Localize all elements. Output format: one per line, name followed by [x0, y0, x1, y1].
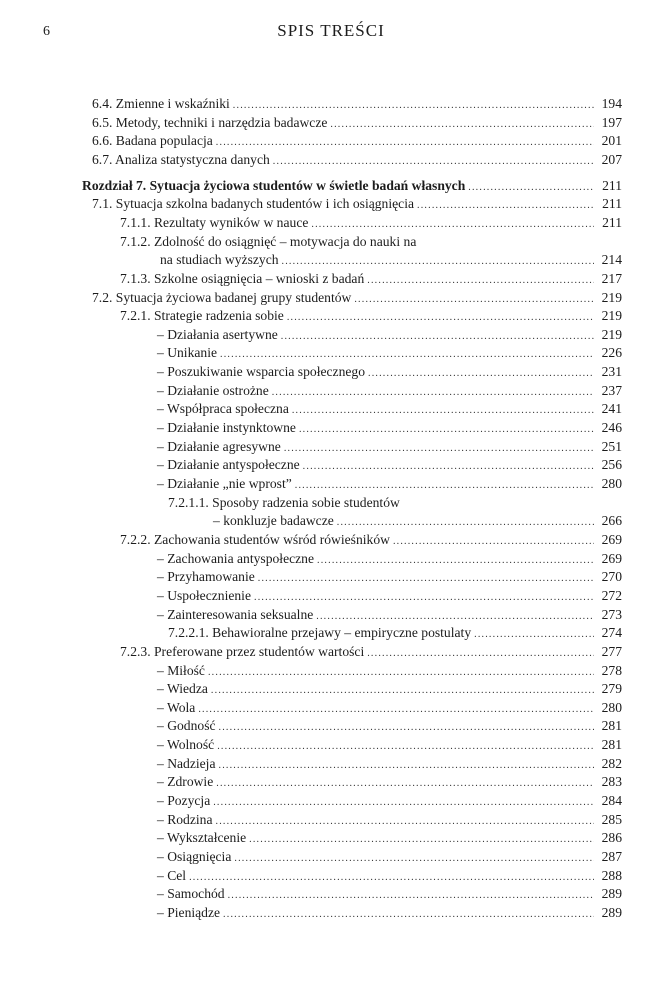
dot-leader — [311, 216, 594, 234]
dot-leader — [295, 477, 594, 495]
toc-entry[interactable] — [92, 289, 622, 307]
toc-entry-page-number: 214 — [601, 252, 622, 268]
toc-entry-page-number: 211 — [602, 196, 622, 212]
toc-entry-page-number: 288 — [601, 867, 622, 883]
toc-entry-title: – Poszukiwanie wsparcia społecznego — [157, 364, 365, 380]
toc-entry-page-number: 266 — [601, 513, 622, 529]
toc-entry[interactable] — [157, 680, 622, 698]
dot-leader — [468, 179, 594, 197]
toc-entry[interactable] — [157, 867, 622, 885]
toc-entry-page-number: 211 — [602, 177, 622, 193]
toc-entry[interactable] — [213, 512, 622, 530]
toc-entry-page-number: 289 — [601, 886, 622, 902]
toc-entry-page-number: 231 — [601, 364, 622, 380]
toc-entry[interactable] — [157, 475, 622, 493]
toc-entry-title: – Działanie „nie wprost” — [157, 476, 292, 491]
dot-leader — [367, 645, 594, 663]
toc-entry[interactable] — [157, 550, 622, 568]
toc-entry-page-number: 280 — [601, 476, 622, 491]
toc-entry-page-number: 246 — [601, 420, 622, 436]
dot-leader — [189, 869, 594, 887]
toc-entry[interactable] — [157, 363, 622, 381]
toc-entry[interactable] — [157, 438, 622, 456]
dot-leader — [299, 421, 594, 439]
toc-entry-page-number: 226 — [601, 345, 622, 361]
toc-entry[interactable] — [92, 151, 622, 169]
toc-entry-title: 7.2.1. Strategie radzenia sobie — [120, 308, 284, 324]
toc-entry[interactable] — [157, 400, 622, 418]
toc-entry-page-number: 219 — [601, 308, 622, 324]
toc-entry-title: – Działanie instynktowne — [157, 420, 296, 436]
dot-leader — [292, 402, 594, 420]
toc-entry-page-number: 217 — [601, 270, 622, 286]
toc-entry-page-number: 201 — [601, 133, 622, 149]
toc-entry-title: – Zdrowie — [157, 774, 214, 790]
toc-entry-page-number: 274 — [601, 625, 622, 641]
toc-entry-title: – Działanie ostrożne — [157, 382, 269, 398]
toc-entry[interactable] — [160, 251, 622, 269]
toc-entry-title: 6.7. Analiza statystyczna danych — [92, 151, 270, 167]
toc-entry-title: 7.1.1. Rezultaty wyników w nauce — [120, 214, 309, 230]
toc-entry-page-number: 279 — [601, 681, 622, 697]
toc-entry-title: 7.2.3. Preferowane przez studentów wartości — [120, 643, 365, 659]
toc-entry[interactable] — [120, 270, 622, 288]
toc-entry-title: – Wola — [157, 699, 196, 715]
toc-entry-page-number: 280 — [601, 699, 622, 715]
dot-leader — [282, 253, 594, 271]
dot-leader — [217, 738, 594, 756]
dot-leader — [198, 701, 594, 719]
toc-entry-page-number: 270 — [601, 569, 622, 585]
toc-entry-title: – Działanie antyspołeczne — [157, 457, 300, 473]
dot-leader — [393, 533, 594, 551]
toc-entry-title: 6.6. Badana populacja — [92, 133, 213, 149]
toc-entry-title: 6.5. Metody, techniki i narzędzia badawcze — [92, 114, 328, 130]
dot-leader — [303, 458, 594, 476]
toc-entry[interactable] — [120, 214, 622, 232]
dot-leader — [219, 719, 594, 737]
toc-entry-title: – Samochód — [157, 886, 225, 902]
toc-entry-page-number: 283 — [601, 774, 622, 790]
dot-leader — [216, 775, 594, 793]
toc-entry-title: – Działania asertywne — [157, 326, 278, 342]
toc-entry-title: 7.1. Sytuacja szkolna badanych studentów i ich osiągnięcia — [92, 196, 415, 212]
toc-entry[interactable] — [157, 904, 622, 922]
toc-entry-page-number: 269 — [601, 550, 622, 566]
dot-leader — [211, 682, 594, 700]
toc-entry-title: 7.1.3. Szkolne osiągnięcia – wnioski z badań — [120, 270, 365, 286]
toc-entry[interactable] — [157, 829, 622, 847]
toc-entry-title: – Nadzieja — [157, 755, 216, 771]
toc-entry-title: 7.2.2.1. Behawioralne przejawy – empiryczne postulaty — [168, 625, 472, 641]
toc-entry[interactable] — [120, 307, 622, 325]
toc-entry-page-number: 269 — [601, 531, 622, 547]
toc-entry-title: – Osiągnięcia — [157, 849, 232, 864]
toc-entry[interactable] — [157, 755, 622, 773]
toc-entry[interactable] — [168, 624, 622, 642]
toc-entry[interactable] — [92, 132, 622, 150]
toc-entry[interactable] — [120, 643, 622, 661]
toc-entry-page-number: 241 — [601, 401, 622, 417]
dot-leader — [317, 552, 594, 570]
toc-entry-title: – Uspołecznienie — [157, 587, 251, 603]
toc-entry[interactable] — [168, 494, 622, 512]
toc-entry[interactable] — [120, 233, 622, 251]
toc-entry[interactable] — [92, 195, 622, 213]
toc-entry-page-number: 285 — [601, 811, 622, 827]
toc-entry[interactable] — [157, 382, 622, 400]
toc-entry-title: – Wolność — [157, 737, 215, 753]
toc-entry-page-number: 284 — [601, 793, 622, 809]
dot-leader — [287, 309, 594, 327]
toc-entry-title: 7.1.2. Zdolność do osiągnięć – motywacja do nauki na — [120, 233, 417, 249]
dot-leader — [337, 514, 594, 532]
dot-leader — [249, 831, 594, 849]
dot-leader — [258, 570, 594, 588]
toc-entry-page-number: 219 — [601, 289, 622, 305]
toc-entry-title: – Wykształcenie — [157, 830, 247, 846]
toc-entry-page-number: 251 — [601, 438, 622, 454]
toc-entry[interactable] — [157, 699, 622, 717]
toc-entry-title: – Zainteresowania seksualne — [157, 606, 314, 622]
toc-entry-title: Rozdział 7. Sytuacja życiowa studentów w świetle badań własnych — [82, 177, 466, 193]
dot-leader — [272, 384, 594, 402]
toc-entry-page-number: 197 — [601, 114, 622, 130]
page-number: 6 — [43, 24, 50, 39]
toc-entry-page-number: 256 — [601, 457, 622, 473]
dot-leader — [219, 757, 595, 775]
toc-entry-title: – Wiedza — [157, 681, 208, 697]
toc-entry-title: 7.2.1.1. Sposoby radzenia sobie studentów — [168, 494, 400, 510]
toc-entry-page-number: 281 — [601, 737, 622, 753]
toc-entry[interactable] — [157, 587, 622, 605]
toc-entry-title: – Zachowania antyspołeczne — [157, 550, 315, 566]
dot-leader — [213, 794, 594, 812]
toc-entry-page-number: 237 — [601, 382, 622, 398]
toc-entry-title: – Godność — [157, 718, 216, 734]
toc-entry-title: – Unikanie — [157, 345, 218, 361]
toc-entry-title: 7.2.2. Zachowania studentów wśród rówieśników — [120, 531, 390, 547]
toc-entry[interactable] — [157, 773, 622, 791]
toc-entry[interactable] — [157, 792, 622, 810]
toc-entry-title: – Działanie agresywne — [157, 438, 281, 454]
toc-entry[interactable] — [157, 885, 622, 903]
toc-entry-title: na studiach wyższych — [160, 252, 279, 268]
dot-leader — [223, 906, 594, 924]
dot-leader — [284, 440, 594, 458]
toc-entry-title: – Rodzina — [157, 811, 213, 827]
dot-leader — [354, 291, 594, 309]
dot-leader — [367, 272, 594, 290]
toc-entry-page-number: 278 — [601, 662, 622, 678]
toc-entry-page-number: 287 — [601, 849, 622, 864]
toc-entry-title: – Pozycja — [157, 793, 211, 809]
dot-leader — [368, 365, 594, 383]
toc-entry-title: – Współpraca społeczna — [157, 401, 289, 417]
toc-entry-title: – Cel — [157, 867, 187, 883]
toc-entry[interactable] — [92, 114, 622, 132]
toc-entry-title: – Pieniądze — [157, 904, 221, 920]
dot-leader — [216, 813, 595, 831]
toc-entry[interactable] — [157, 326, 622, 344]
toc-entry-page-number: 272 — [601, 587, 622, 603]
dot-leader — [233, 97, 594, 115]
dot-leader — [228, 887, 594, 905]
toc-entry-page-number: 194 — [601, 96, 622, 111]
toc-entry[interactable] — [82, 177, 622, 195]
toc-entry-page-number: 281 — [601, 718, 622, 734]
toc-entry[interactable] — [157, 717, 622, 735]
toc-entry[interactable] — [157, 456, 622, 474]
toc-entry[interactable] — [157, 811, 622, 829]
toc-entry[interactable] — [92, 95, 622, 113]
dot-leader — [316, 608, 594, 626]
toc-entry-title: 6.4. Zmienne i wskaźniki — [92, 96, 230, 111]
toc-entry[interactable] — [157, 344, 622, 362]
toc-entry[interactable] — [157, 568, 622, 586]
toc-entry-page-number: 207 — [601, 151, 622, 167]
dot-leader — [234, 850, 594, 868]
toc-entry-page-number: 286 — [601, 830, 622, 846]
dot-leader — [216, 134, 594, 152]
toc-entry-title: – Przyhamowanie — [157, 569, 255, 585]
toc-entry-title: – Miłość — [157, 662, 205, 678]
dot-leader — [417, 197, 594, 215]
toc-entry[interactable] — [157, 662, 622, 680]
toc-entry-page-number: 277 — [601, 643, 622, 659]
toc-entry[interactable] — [120, 531, 622, 549]
toc-entry-page-number: 282 — [601, 755, 622, 771]
toc-entry[interactable] — [157, 419, 622, 437]
toc-entry-title: 7.2. Sytuacja życiowa badanej grupy studentów — [92, 289, 352, 305]
dot-leader — [254, 589, 594, 607]
toc-entry-title: – konkluzje badawcze — [213, 513, 334, 529]
dot-leader — [208, 664, 594, 682]
toc-entry-page-number: 273 — [601, 606, 622, 622]
dot-leader — [281, 328, 594, 346]
toc-entry[interactable] — [157, 606, 622, 624]
toc-entry[interactable] — [157, 848, 622, 866]
dot-leader — [474, 626, 594, 644]
toc-entry-page-number: 211 — [602, 214, 622, 230]
toc-entry-page-number: 289 — [601, 904, 622, 920]
toc-entry-page-number: 219 — [601, 326, 622, 342]
dot-leader — [220, 346, 594, 364]
running-title: SPIS TREŚCI — [277, 21, 385, 40]
dot-leader — [330, 116, 594, 134]
toc-entry[interactable] — [157, 736, 622, 754]
dot-leader — [273, 153, 594, 171]
